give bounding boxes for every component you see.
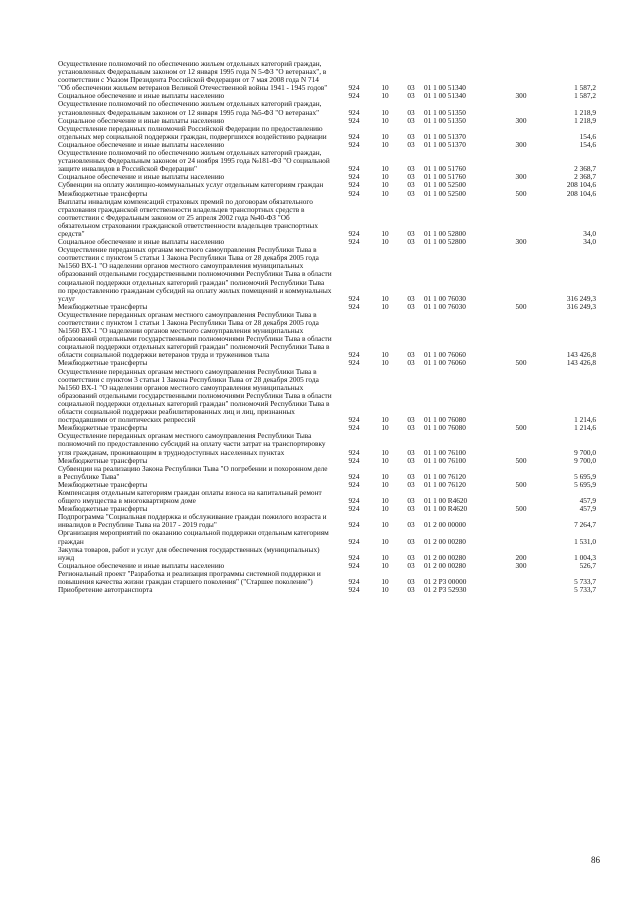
row-pr: 03: [407, 504, 415, 514]
row-name: Компенсация отдельным категориям граждан оплаты взноса на капитальный ремонт общего имущества в многоквартирном доме: [58, 487, 322, 506]
row-vr: 300: [515, 115, 527, 125]
row-pr: 03: [407, 471, 415, 481]
row-csr: 01 1 00 51340: [424, 83, 466, 93]
row-sum: 1 587,2: [574, 91, 596, 101]
row-csr: 01 2 00 00000: [424, 520, 466, 530]
row-pr: 03: [407, 172, 415, 182]
row-name: Организация мероприятий по оказанию социальной поддержки отдельным категориям граждан: [58, 528, 329, 546]
row-sum: 316 249,3: [566, 301, 596, 311]
row-rz: 10: [381, 520, 389, 530]
row-sum: 1 531,0: [574, 536, 596, 546]
row-name: Осуществление полномочий по обеспечению жильем отдельных категорий граждан, установленных Федеральным законом от 12 января 1995 года N 5-ФЗ "О ветеранах", в соответствии с Указом Президента Российской Федерации от 7 мая 2008 года N 714 "Об обеспечении жильем ветеранов Великой Отечественной войны 1941 - 1945 годов": [58, 59, 328, 93]
row-name: Осуществление переданных полномочий Российской Федерации по предоставлению отдельных мер социальной поддержки граждан, подвергшихся воздействию радиации: [58, 123, 327, 141]
row-csr: 01 1 00 R4620: [424, 504, 468, 514]
row-ved: 924: [348, 415, 360, 425]
row-ved: 924: [348, 471, 360, 481]
row-ved: 924: [348, 447, 360, 457]
row-name: Осуществление полномочий по обеспечению жильем отдельных категорий граждан, установленных Федеральным законом от 24 ноября 1995 года №181-ФЗ "О социальной защите инвалидов в Российской Федерации": [58, 148, 330, 174]
row-name: Межбюджетные трансферты: [58, 301, 148, 311]
row-ved: 924: [348, 293, 360, 303]
row-pr: 03: [407, 115, 415, 125]
row-ved: 924: [348, 188, 360, 198]
row-rz: 10: [381, 350, 389, 360]
table-row: [58, 487, 596, 506]
row-pr: 03: [407, 536, 415, 546]
row-name: Социальное обеспечение и иные выплаты населению: [58, 115, 225, 125]
table-row: [58, 196, 596, 238]
row-pr: 03: [407, 293, 415, 303]
row-pr: 03: [407, 447, 415, 457]
row-name: Социальное обеспечение и иные выплаты населению: [58, 139, 225, 149]
row-pr: 03: [407, 107, 415, 117]
row-name: Выплаты инвалидам компенсаций страховых премий по договорам обязательного страхования гражданской ответственности владельцев транспортных средств в соответствии с Федеральным законом от 25 апреля 2002 года №40-ФЗ "Об обязательном страховании гражданской ответственности владельцев транспортных средств": [58, 196, 318, 238]
row-rz: 10: [381, 237, 389, 247]
row-rz: 10: [381, 585, 389, 595]
row-sum: 1 214,6: [574, 415, 596, 425]
row-pr: 03: [407, 188, 415, 198]
row-sum: 2 368,7: [574, 164, 596, 174]
row-ved: 924: [348, 496, 360, 506]
table-row: [58, 528, 596, 546]
row-sum: 208 104,6: [566, 180, 596, 190]
row-rz: 10: [381, 164, 389, 174]
row-vr: 300: [515, 172, 527, 182]
row-sum: 9 700,0: [574, 455, 596, 465]
row-pr: 03: [407, 585, 415, 595]
row-pr: 03: [407, 83, 415, 93]
row-csr: 01 1 00 51350: [424, 107, 466, 117]
row-rz: 10: [381, 180, 389, 190]
row-csr: 01 1 00 76030: [424, 301, 466, 311]
row-vr: 300: [515, 139, 527, 149]
row-rz: 10: [381, 107, 389, 117]
row-csr: 01 2 00 00280: [424, 536, 466, 546]
row-rz: 10: [381, 115, 389, 125]
row-vr: 500: [515, 423, 527, 433]
row-name: Межбюджетные трансферты: [58, 479, 148, 489]
row-sum: 34,0: [583, 228, 596, 238]
row-rz: 10: [381, 131, 389, 141]
table-row: [58, 245, 596, 303]
row-sum: 9 700,0: [574, 447, 596, 457]
row-name: Социальное обеспечение и иные выплаты населению: [58, 91, 225, 101]
row-csr: 01 1 00 51370: [424, 139, 466, 149]
row-rz: 10: [381, 552, 389, 562]
row-rz: 10: [381, 536, 389, 546]
row-name: Субвенции на оплату жилищно-коммунальных услуг отдельным категориям граждан: [58, 180, 324, 190]
row-ved: 924: [348, 139, 360, 149]
row-rz: 10: [381, 415, 389, 425]
row-sum: 7 264,7: [574, 520, 596, 530]
row-vr: 500: [515, 301, 527, 311]
table-row: [58, 59, 596, 93]
row-rz: 10: [381, 301, 389, 311]
table-row: [58, 123, 596, 141]
row-rz: 10: [381, 423, 389, 433]
row-vr: 500: [515, 358, 527, 368]
row-csr: 01 1 00 52800: [424, 228, 466, 238]
row-name: Межбюджетные трансферты: [58, 423, 148, 433]
row-sum: 1 214,6: [574, 423, 596, 433]
table-row: [58, 309, 596, 360]
row-ved: 924: [348, 504, 360, 514]
row-ved: 924: [348, 536, 360, 546]
row-csr: 01 1 00 51370: [424, 131, 466, 141]
row-ved: 924: [348, 358, 360, 368]
row-sum: 143 426,8: [566, 358, 596, 368]
row-sum: 1 587,2: [574, 83, 596, 93]
row-ved: 924: [348, 455, 360, 465]
row-rz: 10: [381, 455, 389, 465]
row-pr: 03: [407, 552, 415, 562]
table-row: [58, 148, 596, 174]
row-csr: 01 1 00 76060: [424, 350, 466, 360]
page-number: 86: [591, 855, 600, 865]
row-ved: 924: [348, 237, 360, 247]
row-pr: 03: [407, 228, 415, 238]
row-pr: 03: [407, 139, 415, 149]
row-csr: 01 1 00 51760: [424, 172, 466, 182]
row-pr: 03: [407, 301, 415, 311]
row-name: Приобретение автотранспорта: [58, 585, 153, 595]
row-sum: 5 695,9: [574, 479, 596, 489]
row-rz: 10: [381, 560, 389, 570]
row-sum: 1 004,3: [574, 552, 596, 562]
row-csr: 01 1 00 52800: [424, 237, 466, 247]
row-pr: 03: [407, 131, 415, 141]
table-row: [58, 99, 596, 117]
row-csr: 01 1 00 76120: [424, 471, 466, 481]
row-name: Межбюджетные трансферты: [58, 188, 148, 198]
row-sum: 457,9: [579, 504, 596, 514]
row-csr: 01 1 00 52500: [424, 188, 466, 198]
row-pr: 03: [407, 350, 415, 360]
row-csr: 01 1 00 76060: [424, 358, 466, 368]
row-sum: 526,7: [579, 560, 596, 570]
row-rz: 10: [381, 172, 389, 182]
row-name: Осуществление переданных органам местного самоуправления Республики Тыва в соответствии с пунктом 5 статьи 1 Закона Республики Тыва от 28 декабря 2005 года №1560 ВХ-1 "О наделении органов местного самоуправления муниципальных образований отдельными государственными полномочиями Республики Тыва в области социальной поддержки отдельных категорий граждан" полномочий Республики Тыва по предоставлению гражданам субсидий на оплату жилых помещений и коммунальных услуг: [58, 245, 332, 303]
row-ved: 924: [348, 83, 360, 93]
row-csr: 01 1 00 51340: [424, 91, 466, 101]
row-rz: 10: [381, 228, 389, 238]
row-sum: 5 733,7: [574, 585, 596, 595]
row-ved: 924: [348, 350, 360, 360]
row-pr: 03: [407, 455, 415, 465]
row-sum: 154,6: [579, 139, 596, 149]
row-vr: 500: [515, 455, 527, 465]
row-pr: 03: [407, 577, 415, 586]
row-ved: 924: [348, 91, 360, 101]
row-ved: 924: [348, 479, 360, 489]
budget-table: [58, 59, 596, 595]
row-name: Социальное обеспечение и иные выплаты населению: [58, 172, 225, 182]
row-pr: 03: [407, 164, 415, 174]
row-name: Осуществление переданных органам местного самоуправления Республики Тыва в соответствии с пунктом 3 статьи 1 Закона Республики Тыва от 28 декабря 2005 года №1560 ВХ-1 "О наделении органов местного самоуправления муниципальных образований отдельными государственными полномочиями Республики Тыва в области социальной поддержки отдельных категорий граждан" полномочий Республики Тыва в области социальной поддержки реабилитированных лиц и лиц, признанных пострадавшими от политических репрессий: [58, 366, 332, 425]
row-csr: 01 2 00 00280: [424, 560, 466, 570]
row-sum: 143 426,8: [566, 350, 596, 360]
row-pr: 03: [407, 560, 415, 570]
row-csr: 01 1 00 52500: [424, 180, 466, 190]
table-row: [58, 431, 596, 457]
row-sum: 1 218,9: [574, 115, 596, 125]
row-ved: 924: [348, 180, 360, 190]
row-vr: 500: [515, 479, 527, 489]
row-csr: 01 1 00 76100: [424, 447, 466, 457]
row-csr: 01 2 P3 00000: [424, 577, 467, 586]
row-pr: 03: [407, 520, 415, 530]
row-name: Осуществление переданных органам местного самоуправления Республики Тыва в соответствии с пунктом 1 статьи 1 Закона Республики Тыва от 28 декабря 2005 года №1560 ВХ-1 "О наделении органов местного самоуправления муниципальных образований отдельными государственными полномочиями Республики Тыва в области социальной поддержки отдельных категорий граждан" полномочий Республики Тыва в области социальной поддержки ветеранов труда и тружеников тыла: [58, 309, 332, 360]
table-row: [58, 585, 596, 595]
row-ved: 924: [348, 552, 360, 562]
row-csr: 01 1 00 76100: [424, 455, 466, 465]
row-pr: 03: [407, 237, 415, 247]
row-csr: 01 2 00 00280: [424, 552, 466, 562]
row-vr: 300: [515, 237, 527, 247]
row-sum: 457,9: [579, 496, 596, 506]
row-rz: 10: [381, 83, 389, 93]
row-csr: 01 1 00 51350: [424, 115, 466, 125]
row-rz: 10: [381, 139, 389, 149]
row-ved: 924: [348, 131, 360, 141]
row-ved: 924: [348, 172, 360, 182]
row-sum: 5 695,9: [574, 471, 596, 481]
row-rz: 10: [381, 504, 389, 514]
row-csr: 01 1 00 R4620: [424, 496, 468, 506]
row-name: Субвенции на реализацию Закона Республики Тыва "О погребении и похоронном деле в Республике Тыва": [58, 463, 328, 481]
row-ved: 924: [348, 301, 360, 311]
row-vr: 500: [515, 188, 527, 198]
row-rz: 10: [381, 577, 389, 586]
row-csr: 01 1 00 76030: [424, 293, 466, 303]
row-pr: 03: [407, 415, 415, 425]
row-sum: 5 733,7: [574, 577, 596, 586]
row-csr: 01 2 P3 52930: [424, 585, 467, 595]
row-rz: 10: [381, 293, 389, 303]
row-csr: 01 1 00 76080: [424, 423, 466, 433]
row-pr: 03: [407, 91, 415, 101]
row-rz: 10: [381, 188, 389, 198]
row-name: Осуществление переданных органам местного самоуправления Республики Тыва полномочий по предоставлению субсидий на оплату части затрат на транспортировку угля гражданам, проживающим в труднодоступных населенных пунктах: [58, 431, 326, 457]
row-name: Региональный проект "Разработка и реализация программы системной поддержки и повышения качества жизни граждан старшего поколения" ("Старшее поколение"): [58, 568, 321, 586]
row-rz: 10: [381, 447, 389, 457]
row-ved: 924: [348, 115, 360, 125]
row-name: Межбюджетные трансферты: [58, 358, 148, 368]
row-ved: 924: [348, 107, 360, 117]
row-rz: 10: [381, 471, 389, 481]
row-rz: 10: [381, 479, 389, 489]
row-rz: 10: [381, 91, 389, 101]
row-csr: 01 1 00 76080: [424, 415, 466, 425]
row-name: Межбюджетные трансферты: [58, 504, 148, 514]
row-rz: 10: [381, 496, 389, 506]
row-ved: 924: [348, 164, 360, 174]
row-vr: 500: [515, 504, 527, 514]
row-pr: 03: [407, 423, 415, 433]
row-name: Социальное обеспечение и иные выплаты населению: [58, 560, 225, 570]
row-vr: 300: [515, 91, 527, 101]
row-ved: 924: [348, 577, 360, 586]
table-row: [58, 568, 596, 586]
row-name: Подпрограмма "Социальная поддержка и обслуживание граждан пожилого возраста и инвалидов в Республике Тыва на 2017 - 2019 годы": [58, 512, 327, 530]
row-pr: 03: [407, 180, 415, 190]
row-sum: 1 218,9: [574, 107, 596, 117]
row-pr: 03: [407, 358, 415, 368]
row-ved: 924: [348, 228, 360, 238]
row-ved: 924: [348, 520, 360, 530]
row-sum: 34,0: [583, 237, 596, 247]
row-ved: 924: [348, 423, 360, 433]
row-vr: 300: [515, 560, 527, 570]
table-row: [58, 463, 596, 481]
row-pr: 03: [407, 496, 415, 506]
row-ved: 924: [348, 585, 360, 595]
row-sum: 208 104,6: [566, 188, 596, 198]
row-sum: 2 368,7: [574, 172, 596, 182]
row-sum: 316 249,3: [566, 293, 596, 303]
row-csr: 01 1 00 76120: [424, 479, 466, 489]
row-rz: 10: [381, 358, 389, 368]
table-row: [58, 512, 596, 530]
row-name: Межбюджетные трансферты: [58, 455, 148, 465]
row-name: Закупка товаров, работ и услуг для обеспечения государственных (муниципальных) нужд: [58, 544, 320, 562]
row-ved: 924: [348, 560, 360, 570]
row-csr: 01 1 00 51760: [424, 164, 466, 174]
row-name: Осуществление полномочий по обеспечению жильем отдельных категорий граждан, установленных Федеральным законом от 12 января 1995 года №5-ФЗ "О ветеранах": [58, 99, 322, 117]
row-pr: 03: [407, 479, 415, 489]
table-row: [58, 544, 596, 562]
row-name: Социальное обеспечение и иные выплаты населению: [58, 237, 225, 247]
row-sum: 154,6: [579, 131, 596, 141]
table-row: [58, 366, 596, 425]
row-vr: 200: [515, 552, 527, 562]
